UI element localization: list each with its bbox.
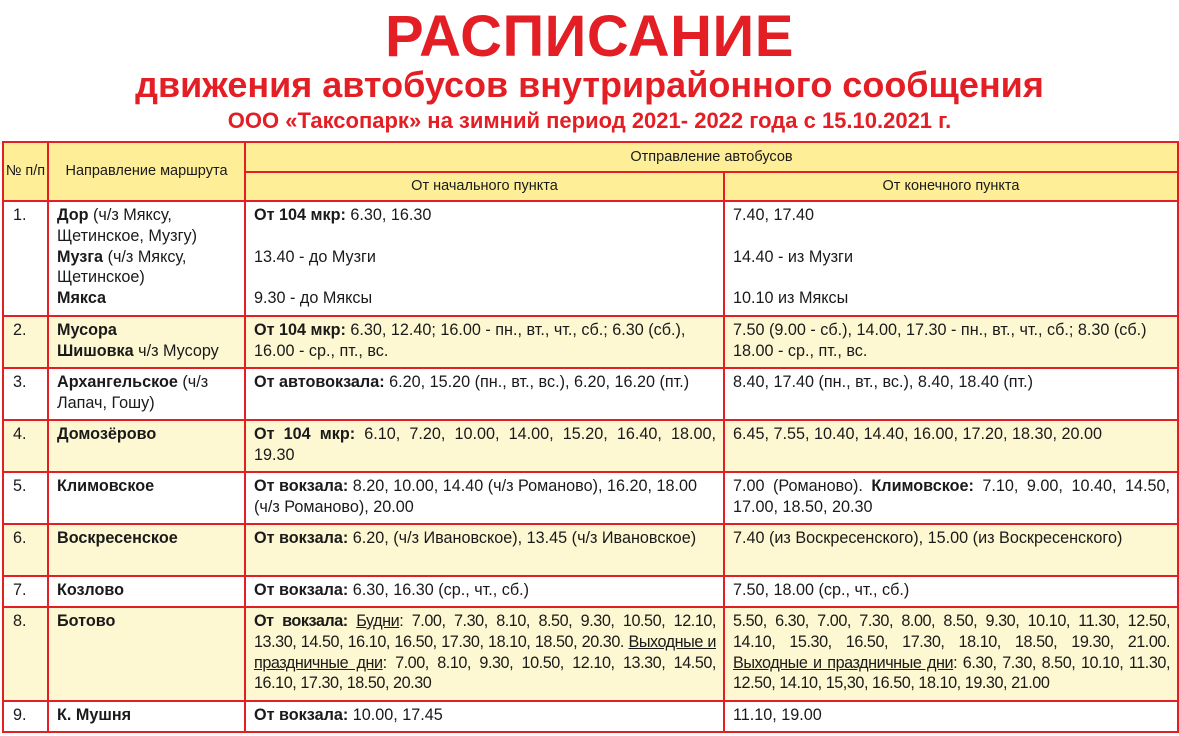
start-times-cell — [245, 607, 724, 701]
end-times: 8.40, 17.40 (пн., вт., вс.), 8.40, 18.40 (пт.) — [733, 373, 1034, 391]
page-title: РАСПИСАНИЕ — [385, 4, 794, 69]
route-name: Козлово — [57, 581, 124, 599]
route-cell — [48, 576, 245, 607]
start-times-cell — [245, 701, 724, 732]
start-point-label: От 104 мкр: — [254, 321, 346, 339]
start-times-cell — [245, 524, 724, 576]
table-row — [3, 472, 1178, 524]
start-times: 6.30, 16.30 — [345, 206, 432, 224]
start-times-cell — [245, 316, 724, 368]
col-header-from-start: От начального пункта — [245, 172, 724, 201]
start-times: 6.10, 7.20, 10.00, 14.00, 15.20, 16.40, 18.00, 19.30 — [254, 425, 716, 464]
route-cell — [48, 201, 245, 316]
end-times-cell — [724, 420, 1178, 472]
start-times: 8.20, 10.00, 14.40 (ч/з Романово), 16.20, 18.00 (ч/з Романово), 20.00 — [254, 477, 697, 516]
col-header-num: № п/п — [3, 142, 48, 201]
start-times: 6.30, 16.30 (ср., чт., сб.) — [348, 581, 530, 599]
route-note: (ч/з Мяксу, Щетинское, Музгу) — [57, 206, 197, 245]
start-point-label: От 104 мкр: — [254, 206, 346, 224]
start-times-cell — [245, 201, 724, 316]
page-subtitle: движения автобусов внутрирайонного сообщения — [135, 64, 1044, 105]
table-row — [3, 576, 1178, 607]
end-times: 7.40 (из Воскресенского), 15.00 (из Воскресенского) — [733, 529, 1123, 547]
route-name: Дор — [57, 206, 89, 224]
route-name: Домозёрово — [57, 425, 157, 443]
route-cell — [48, 368, 245, 420]
row-number: 5. — [3, 472, 48, 524]
start-times-cell — [245, 576, 724, 607]
row-number: 3. — [3, 368, 48, 420]
route-cell — [48, 316, 245, 368]
company-line: ООО «Таксопарк» на зимний период 2021- 2022 года с 15.10.2021 г. — [227, 108, 952, 133]
col-header-departure: Отправление автобусов — [245, 142, 1178, 172]
start-point-label: От 104 мкр: — [254, 425, 356, 443]
holiday-label: Выходные и праздничные дни — [733, 653, 954, 672]
start-point-label: От автовокзала: — [254, 373, 385, 391]
row-number: 2. — [3, 316, 48, 368]
route-cell — [48, 524, 245, 576]
holiday-label: Выходные и праздничные дни — [254, 632, 716, 672]
row-number: 1. — [3, 201, 48, 316]
end-times-cell — [724, 701, 1178, 732]
row-number: 4. — [3, 420, 48, 472]
end-times-cell — [724, 576, 1178, 607]
route-name: К. Мушня — [57, 706, 132, 724]
table-row — [3, 316, 1178, 368]
row-number: 9. — [3, 701, 48, 732]
route-name: Мякса — [57, 289, 107, 308]
start-point-label: От вокзала: — [254, 477, 349, 495]
holiday-times: : 6.30, 7.30, 8.50, 10.10, 11.30, 12.50, 14.10, 15,30, 16.50, 18.10, 19.30, 21.00 — [733, 653, 1170, 693]
start-times: 9.30 - до Мяксы — [254, 289, 373, 308]
route-name: Воскресенское — [57, 529, 178, 547]
end-times-cell — [724, 316, 1178, 368]
start-point-label: От вокзала: — [254, 529, 349, 547]
end-times-cell — [724, 472, 1178, 524]
end-times: 6.45, 7.55, 10.40, 14.40, 16.00, 17.20, 18.30, 20.00 — [733, 425, 1103, 443]
row-number: 8. — [3, 607, 48, 701]
end-times-cell — [724, 607, 1178, 701]
end-times: 11.10, 19.00 — [733, 706, 822, 724]
route-name: Мусора — [57, 321, 117, 339]
end-times-cell — [724, 368, 1178, 420]
start-point-label: От вокзала: — [254, 581, 349, 599]
start-times: 10.00, 17.45 — [348, 706, 443, 724]
end-times: 10.10 из Мяксы — [733, 289, 849, 308]
route-name: Шишовка — [57, 341, 134, 360]
route-cell — [48, 472, 245, 524]
end-times: 7.10, 9.00, 10.40, 14.50, 17.00, 18.50, 20.30 — [733, 477, 1170, 516]
start-times-cell — [245, 420, 724, 472]
route-name: Архангельское — [57, 373, 178, 391]
col-header-route: Направление маршрута — [48, 142, 245, 201]
start-times: 6.20, 15.20 (пн., вт., вс.), 6.20, 16.20 (пт.) — [384, 373, 690, 391]
start-times: 6.20, (ч/з Ивановское), 13.45 (ч/з Ивановское) — [348, 529, 697, 547]
start-times-cell — [245, 472, 724, 524]
table-row — [3, 368, 1178, 420]
route-note: (ч/з Лапач, Гошу) — [57, 373, 209, 412]
end-times: 14.40 - из Музги — [733, 247, 853, 266]
start-times: 6.30, 12.40; 16.00 - пн., вт., чт., сб.; 6.30 (сб.), 16.00 - ср., пт., вс. — [254, 321, 686, 360]
weekday-times: : 7.00, 7.30, 8.10, 8.50, 9.30, 10.50, 12.10, 13.30, 14.50, 16.10, 16.50, 17.30, 18.10, 18.50, 20.30. — [254, 612, 716, 651]
route-name: Музга — [57, 247, 104, 266]
route-note: (ч/з Мяксу, Щетинское) — [57, 247, 187, 287]
schedule-table — [2, 141, 1179, 733]
route-cell — [48, 420, 245, 472]
weekday-label: Будни — [356, 612, 400, 630]
row-number: 7. — [3, 576, 48, 607]
route-cell — [48, 607, 245, 701]
route-cell — [48, 701, 245, 732]
end-times-cell — [724, 201, 1178, 316]
end-times: 7.50, 18.00 (ср., чт., сб.) — [733, 581, 910, 599]
table-row — [3, 701, 1178, 732]
table-row — [3, 607, 1178, 701]
table-row — [3, 420, 1178, 472]
col-header-from-end: От конечного пункта — [724, 172, 1178, 201]
route-note: ч/з Мусору — [133, 341, 219, 360]
start-times-cell — [245, 368, 724, 420]
holiday-times: : 7.00, 8.10, 9.30, 10.50, 12.10, 13.30, 14.50, 16.10, 17.30, 18.50, 20.30 — [254, 653, 716, 693]
end-times: 7.50 (9.00 - сб.), 14.00, 17.30 - пн., вт., чт., сб.; 8.30 (сб.) 18.00 - ср., пт., вс. — [733, 321, 1147, 360]
weekday-times: 5.50, 6.30, 7.00, 7.30, 8.00, 8.50, 9.30, 10.10, 11.30, 12.50, 14.10, 15.30, 16.50, 17.30, 18.10, 18.50, 19.30, 21.00. — [733, 612, 1170, 651]
route-name: Климовское — [57, 477, 155, 495]
end-times-cell — [724, 524, 1178, 576]
table-row — [3, 524, 1178, 576]
row-number: 6. — [3, 524, 48, 576]
start-times: 13.40 - до Музги — [254, 247, 376, 266]
start-point-label: От вокзала: — [254, 706, 349, 724]
table-row — [3, 201, 1178, 316]
route-name: Ботово — [57, 612, 116, 630]
end-times: 7.40, 17.40 — [733, 206, 815, 224]
start-point-label: От вокзала: — [254, 612, 348, 630]
end-point-label: Климовское: — [871, 477, 974, 495]
end-times-prefix: 7.00 (Романово). — [733, 477, 872, 495]
